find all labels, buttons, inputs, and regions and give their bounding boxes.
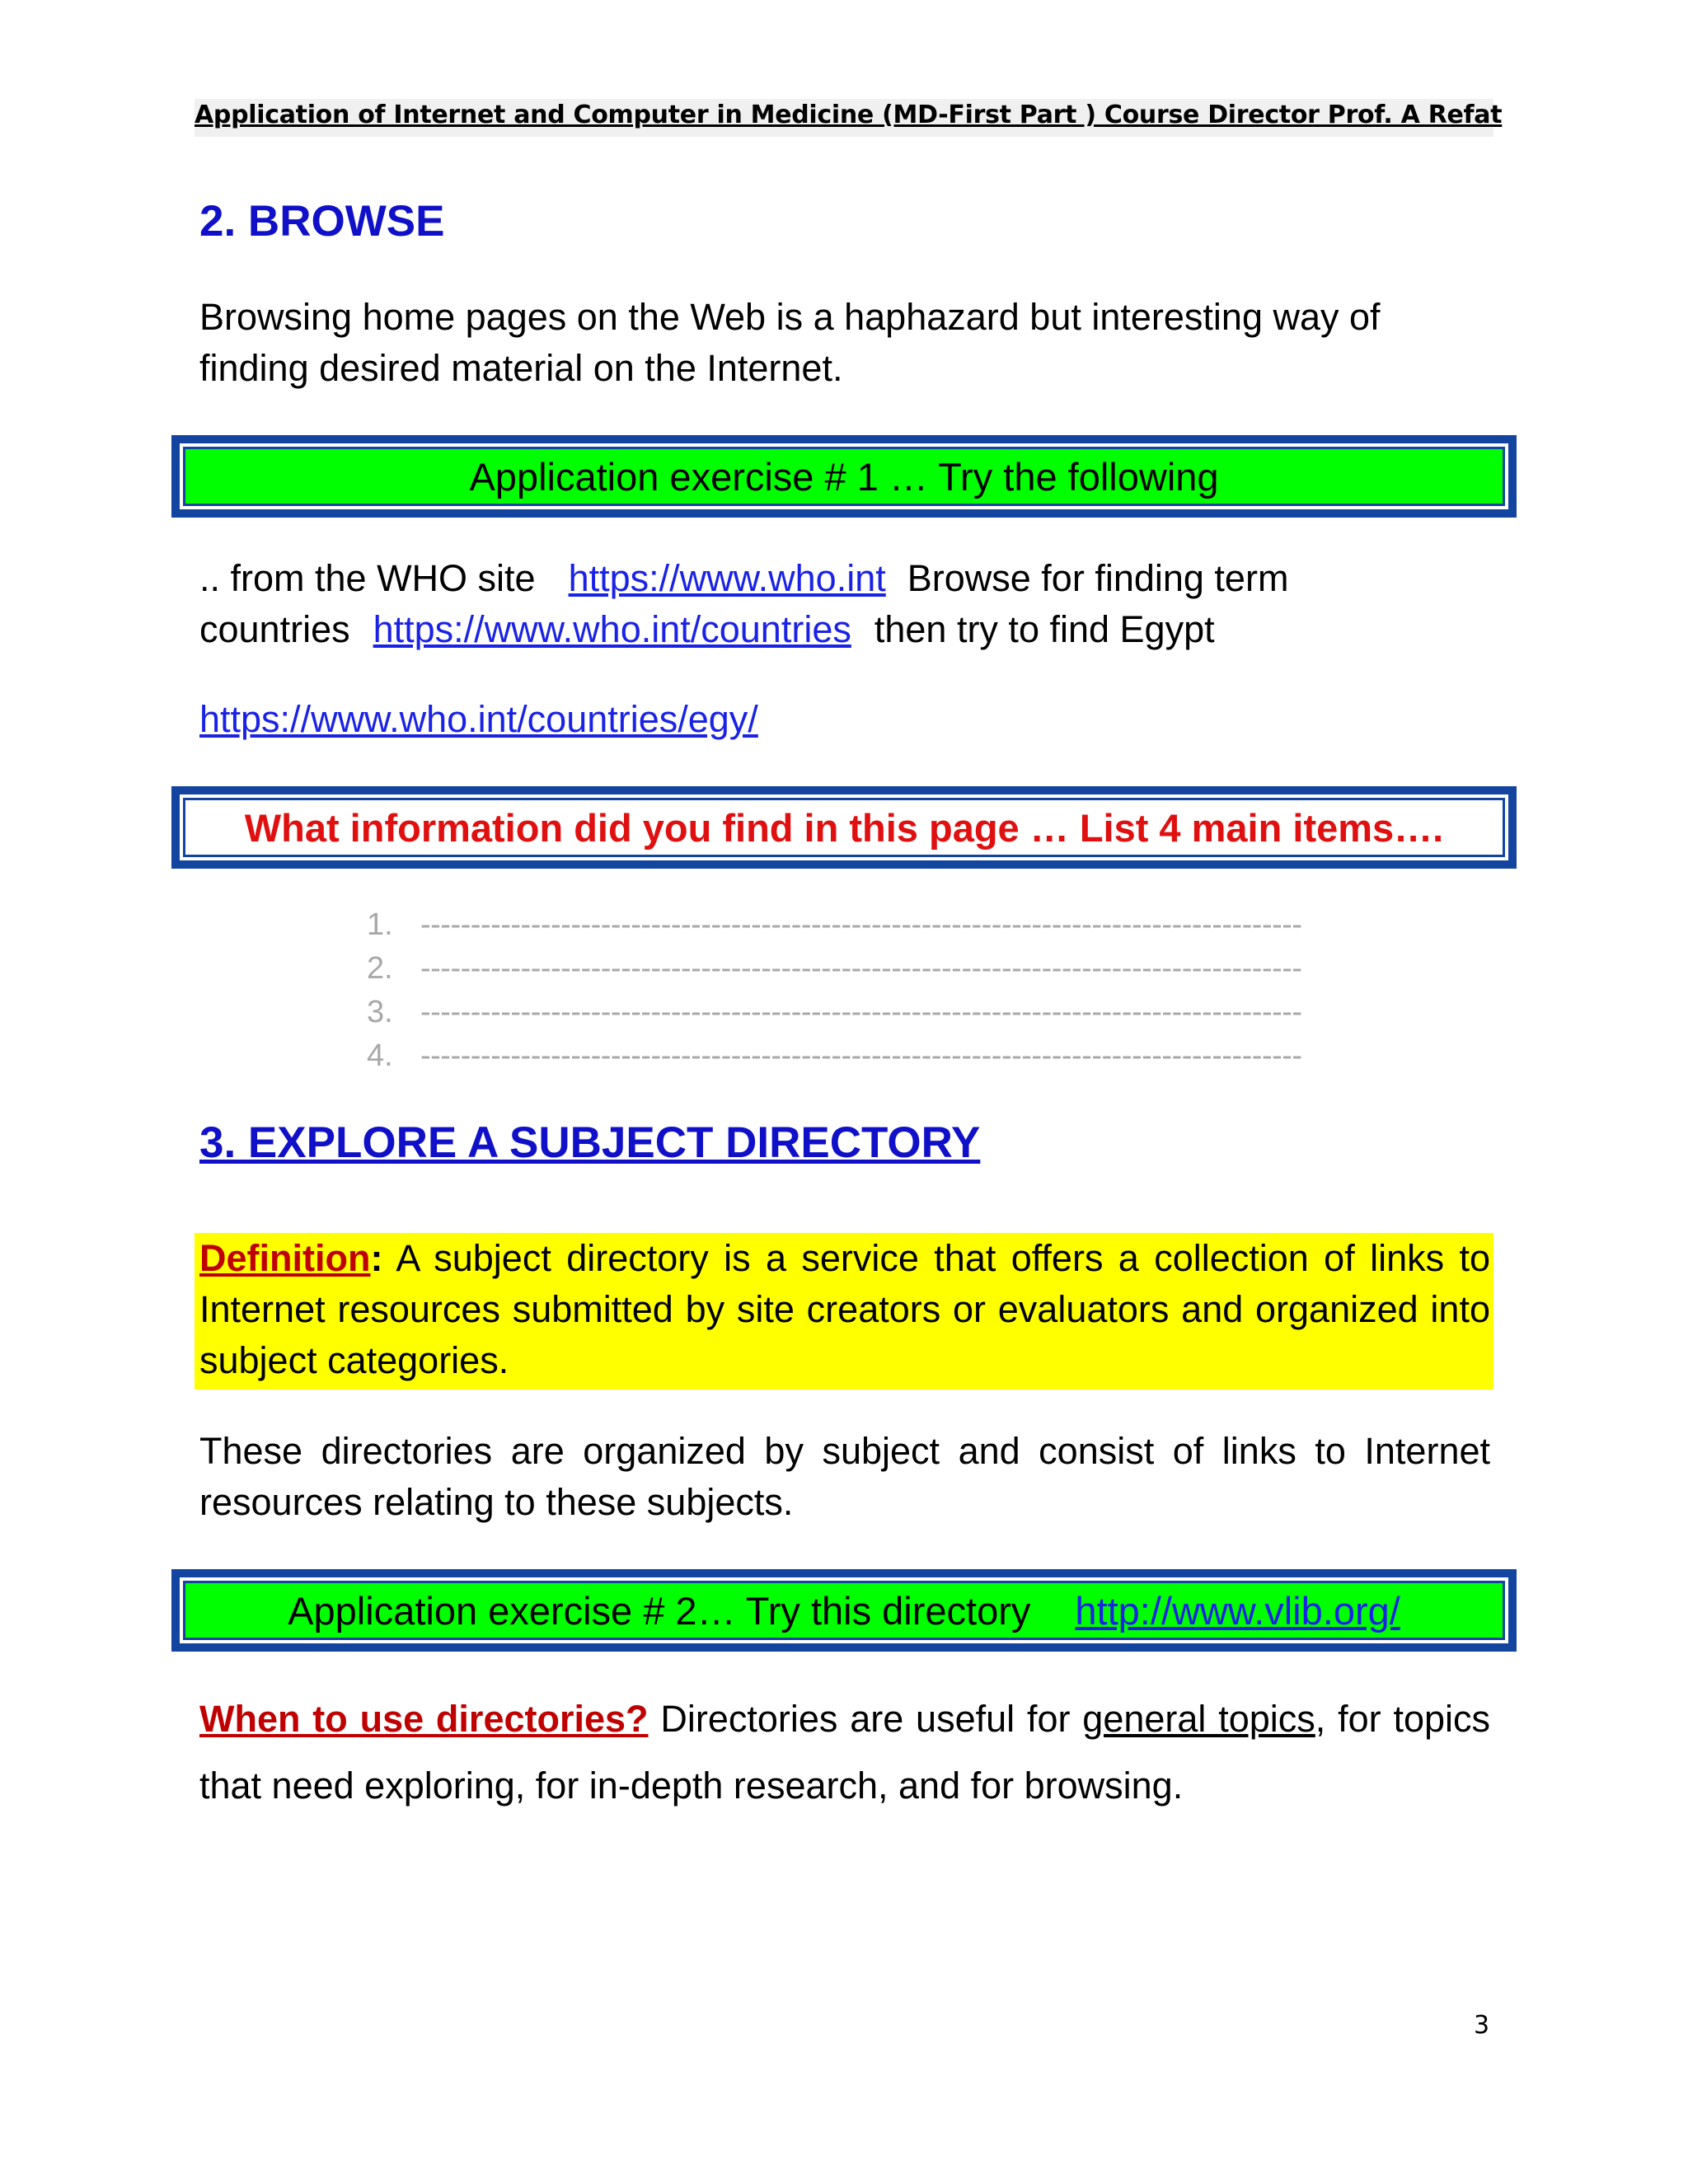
list-item-number: 4. xyxy=(367,1038,393,1073)
exercise-2-label: Application exercise # 2… Try this directory xyxy=(288,1588,1031,1633)
header-title: Application of Internet and Computer in Medicine (MD-First Part ) Course Director Prof. A Refat xyxy=(195,101,1503,129)
when-to-use-paragraph xyxy=(199,1685,1490,1819)
question-box xyxy=(183,798,1505,857)
general-topics-text: general topics xyxy=(1082,1698,1315,1740)
who-countries-link[interactable]: https://www.who.int/countries xyxy=(373,608,851,650)
who-line-2-prefix: countries xyxy=(199,608,350,650)
who-line-1-suffix: Browse for finding term xyxy=(907,557,1289,599)
definition-colon: : xyxy=(370,1237,383,1279)
list-item-number: 3. xyxy=(367,995,393,1029)
exercise-1-label: Application exercise # 1 … Try the following xyxy=(469,454,1219,499)
who-line-2-suffix: then try to find Egypt xyxy=(874,608,1215,650)
when-text-before: Directories are useful for xyxy=(648,1698,1083,1740)
directories-paragraph: These directories are organized by subject and consist of links to Internet resources relating to these subjects. xyxy=(199,1430,1490,1523)
definition-label: Definition xyxy=(199,1237,371,1279)
answer-blank: ---------------------------------------------------------------------------------------- xyxy=(420,995,1302,1029)
list-item xyxy=(367,1034,1368,1078)
definition-body: A subject directory is a service that offers a collection of links to Internet resources submitted by site creators or evaluators and organized into subject categories. xyxy=(199,1237,1490,1381)
browse-paragraph: Browsing home pages on the Web is a haphazard but interesting way of finding desired material on the Internet. xyxy=(199,296,1381,389)
who-link[interactable]: https://www.who.int xyxy=(568,557,886,599)
page-number: 3 xyxy=(1474,2011,1490,2040)
list-item xyxy=(367,903,1368,947)
definition-text xyxy=(199,1233,1490,1386)
who-line-1 xyxy=(199,553,1288,604)
list-item-number: 2. xyxy=(367,951,393,986)
when-to-use-label: When to use directories? xyxy=(199,1698,649,1740)
who-line-1-prefix: .. from the WHO site xyxy=(199,557,536,599)
answer-list xyxy=(367,903,1368,1078)
answer-blank: ---------------------------------------------------------------------------------------- xyxy=(420,1038,1302,1073)
vlib-link[interactable]: http://www.vlib.org/ xyxy=(1075,1588,1400,1633)
answer-blank: ---------------------------------------------------------------------------------------- xyxy=(420,951,1302,986)
exercise-2-box xyxy=(183,1581,1505,1640)
answer-blank: ---------------------------------------------------------------------------------------- xyxy=(420,907,1302,942)
exercise-1-box xyxy=(183,447,1505,506)
explore-heading: 3. EXPLORE A SUBJECT DIRECTORY xyxy=(199,1118,981,1167)
who-line-2 xyxy=(199,604,1215,655)
who-egypt-link[interactable]: https://www.who.int/countries/egy/ xyxy=(199,698,758,740)
question-label: What information did you find in this page … List 4 main items…. xyxy=(244,805,1444,850)
list-item xyxy=(367,991,1368,1034)
browse-heading: 2. BROWSE xyxy=(199,197,445,246)
list-item xyxy=(367,947,1368,991)
when-text-after: , for topics that need exploring, for in-depth research, and for browsing. xyxy=(199,1698,1490,1807)
list-item-number: 1. xyxy=(367,907,393,942)
